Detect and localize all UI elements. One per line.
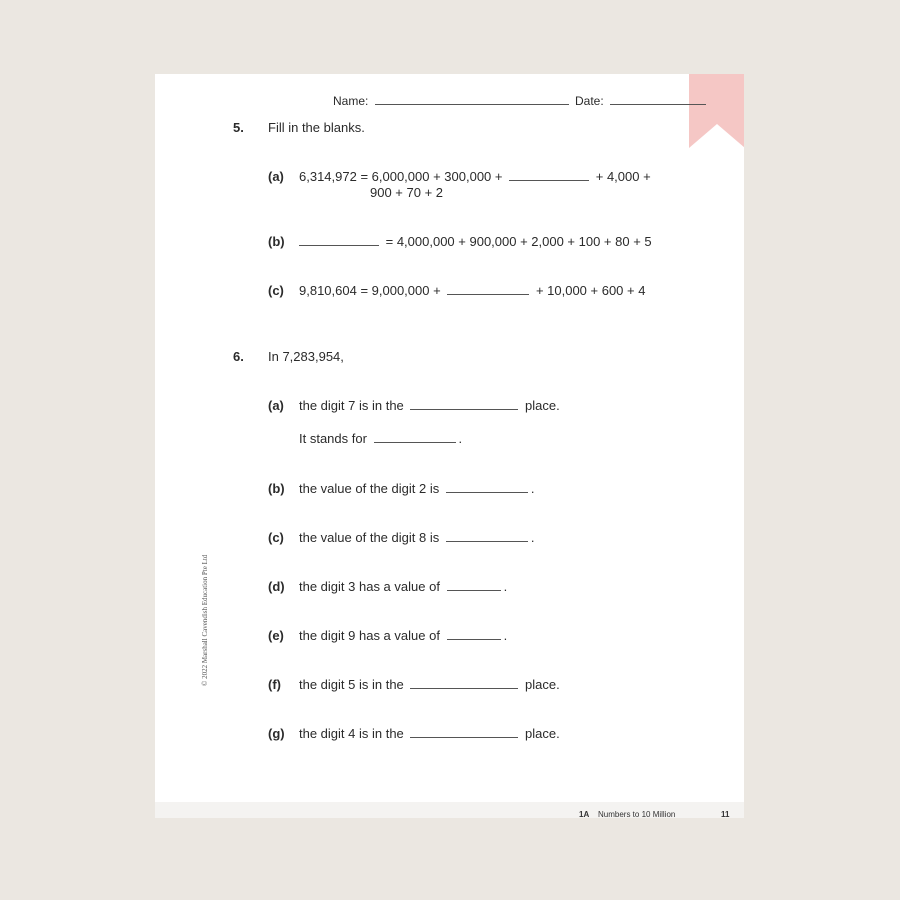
q6e-blank[interactable] xyxy=(447,629,501,640)
q6e-line xyxy=(299,628,507,643)
q6b-after: . xyxy=(530,481,535,496)
q6c-blank[interactable] xyxy=(446,531,528,542)
name-field[interactable] xyxy=(375,94,569,105)
q5c-left: 9,810,604 = 9,000,000 + xyxy=(299,283,441,298)
q6g-line xyxy=(299,726,560,741)
q6b-text: the value of the digit 2 is xyxy=(299,481,440,496)
q5b-label: (b) xyxy=(268,234,285,249)
q6a-sub-line xyxy=(299,431,462,446)
question-6-stem: In 7,283,954, xyxy=(268,349,344,364)
page-number: 11 xyxy=(721,810,730,818)
q6g-after: place. xyxy=(525,726,560,741)
q6g-text: the digit 4 is in the xyxy=(299,726,404,741)
footer-unit: 1A xyxy=(579,810,590,818)
q5c-label: (c) xyxy=(268,283,284,298)
q5b-equation xyxy=(299,234,652,249)
q6d-line xyxy=(299,579,507,594)
footer-title: Numbers to 10 Million xyxy=(598,810,676,818)
name-label: Name: xyxy=(333,94,369,108)
q6a-after: place. xyxy=(525,398,560,413)
q5b-blank[interactable] xyxy=(299,235,379,246)
q6b-blank[interactable] xyxy=(446,482,528,493)
q6a-sub-blank[interactable] xyxy=(374,432,456,443)
question-5-number: 5. xyxy=(233,120,244,135)
name-row xyxy=(333,94,572,108)
bookmark-ribbon xyxy=(675,74,744,148)
q6c-label: (c) xyxy=(268,530,284,545)
q6g-label: (g) xyxy=(268,726,285,741)
q6a-sub-text: It stands for xyxy=(299,431,367,446)
q6a-blank[interactable] xyxy=(410,399,518,410)
q5a-label: (a) xyxy=(268,169,284,184)
q6a-label: (a) xyxy=(268,398,284,413)
q6a-line xyxy=(299,398,560,413)
q6c-text: the value of the digit 8 is xyxy=(299,530,440,545)
copyright-notice: © 2022 Marshall Cavendish Education Pte Ltd xyxy=(201,554,209,686)
q6f-label: (f) xyxy=(268,677,281,692)
q6d-blank[interactable] xyxy=(447,580,501,591)
date-field[interactable] xyxy=(610,94,706,105)
q6f-after: place. xyxy=(525,677,560,692)
q6f-text: the digit 5 is in the xyxy=(299,677,404,692)
q6e-after: . xyxy=(503,628,508,643)
q6b-line xyxy=(299,481,534,496)
q6c-after: . xyxy=(530,530,535,545)
q6d-label: (d) xyxy=(268,579,285,594)
q6f-blank[interactable] xyxy=(410,678,518,689)
q6g-blank[interactable] xyxy=(410,727,518,738)
q5a-right: + 4,000 + xyxy=(595,169,651,184)
q6d-after: . xyxy=(503,579,508,594)
q6f-line xyxy=(299,677,560,692)
q5b-right: = 4,000,000 + 900,000 + 2,000 + 100 + 80 + 5 xyxy=(385,234,652,249)
question-6-number: 6. xyxy=(233,349,244,364)
q6b-label: (b) xyxy=(268,481,285,496)
q5a-equation xyxy=(299,169,651,184)
q6a-text: the digit 7 is in the xyxy=(299,398,404,413)
q6d-text: the digit 3 has a value of xyxy=(299,579,440,594)
q6e-text: the digit 9 has a value of xyxy=(299,628,440,643)
q5c-right: + 10,000 + 600 + 4 xyxy=(535,283,646,298)
q6e-label: (e) xyxy=(268,628,284,643)
date-label: Date: xyxy=(575,94,604,108)
q5c-equation xyxy=(299,283,645,298)
date-row xyxy=(575,94,709,108)
q6a-sub-after: . xyxy=(458,431,463,446)
worksheet-page xyxy=(155,74,744,818)
q5a-blank[interactable] xyxy=(509,170,589,181)
q5c-blank[interactable] xyxy=(447,284,529,295)
q5a-left: 6,314,972 = 6,000,000 + 300,000 + xyxy=(299,169,503,184)
q5a-line2: 900 + 70 + 2 xyxy=(370,185,444,200)
question-5-instruction: Fill in the blanks. xyxy=(268,120,365,135)
q6c-line xyxy=(299,530,534,545)
